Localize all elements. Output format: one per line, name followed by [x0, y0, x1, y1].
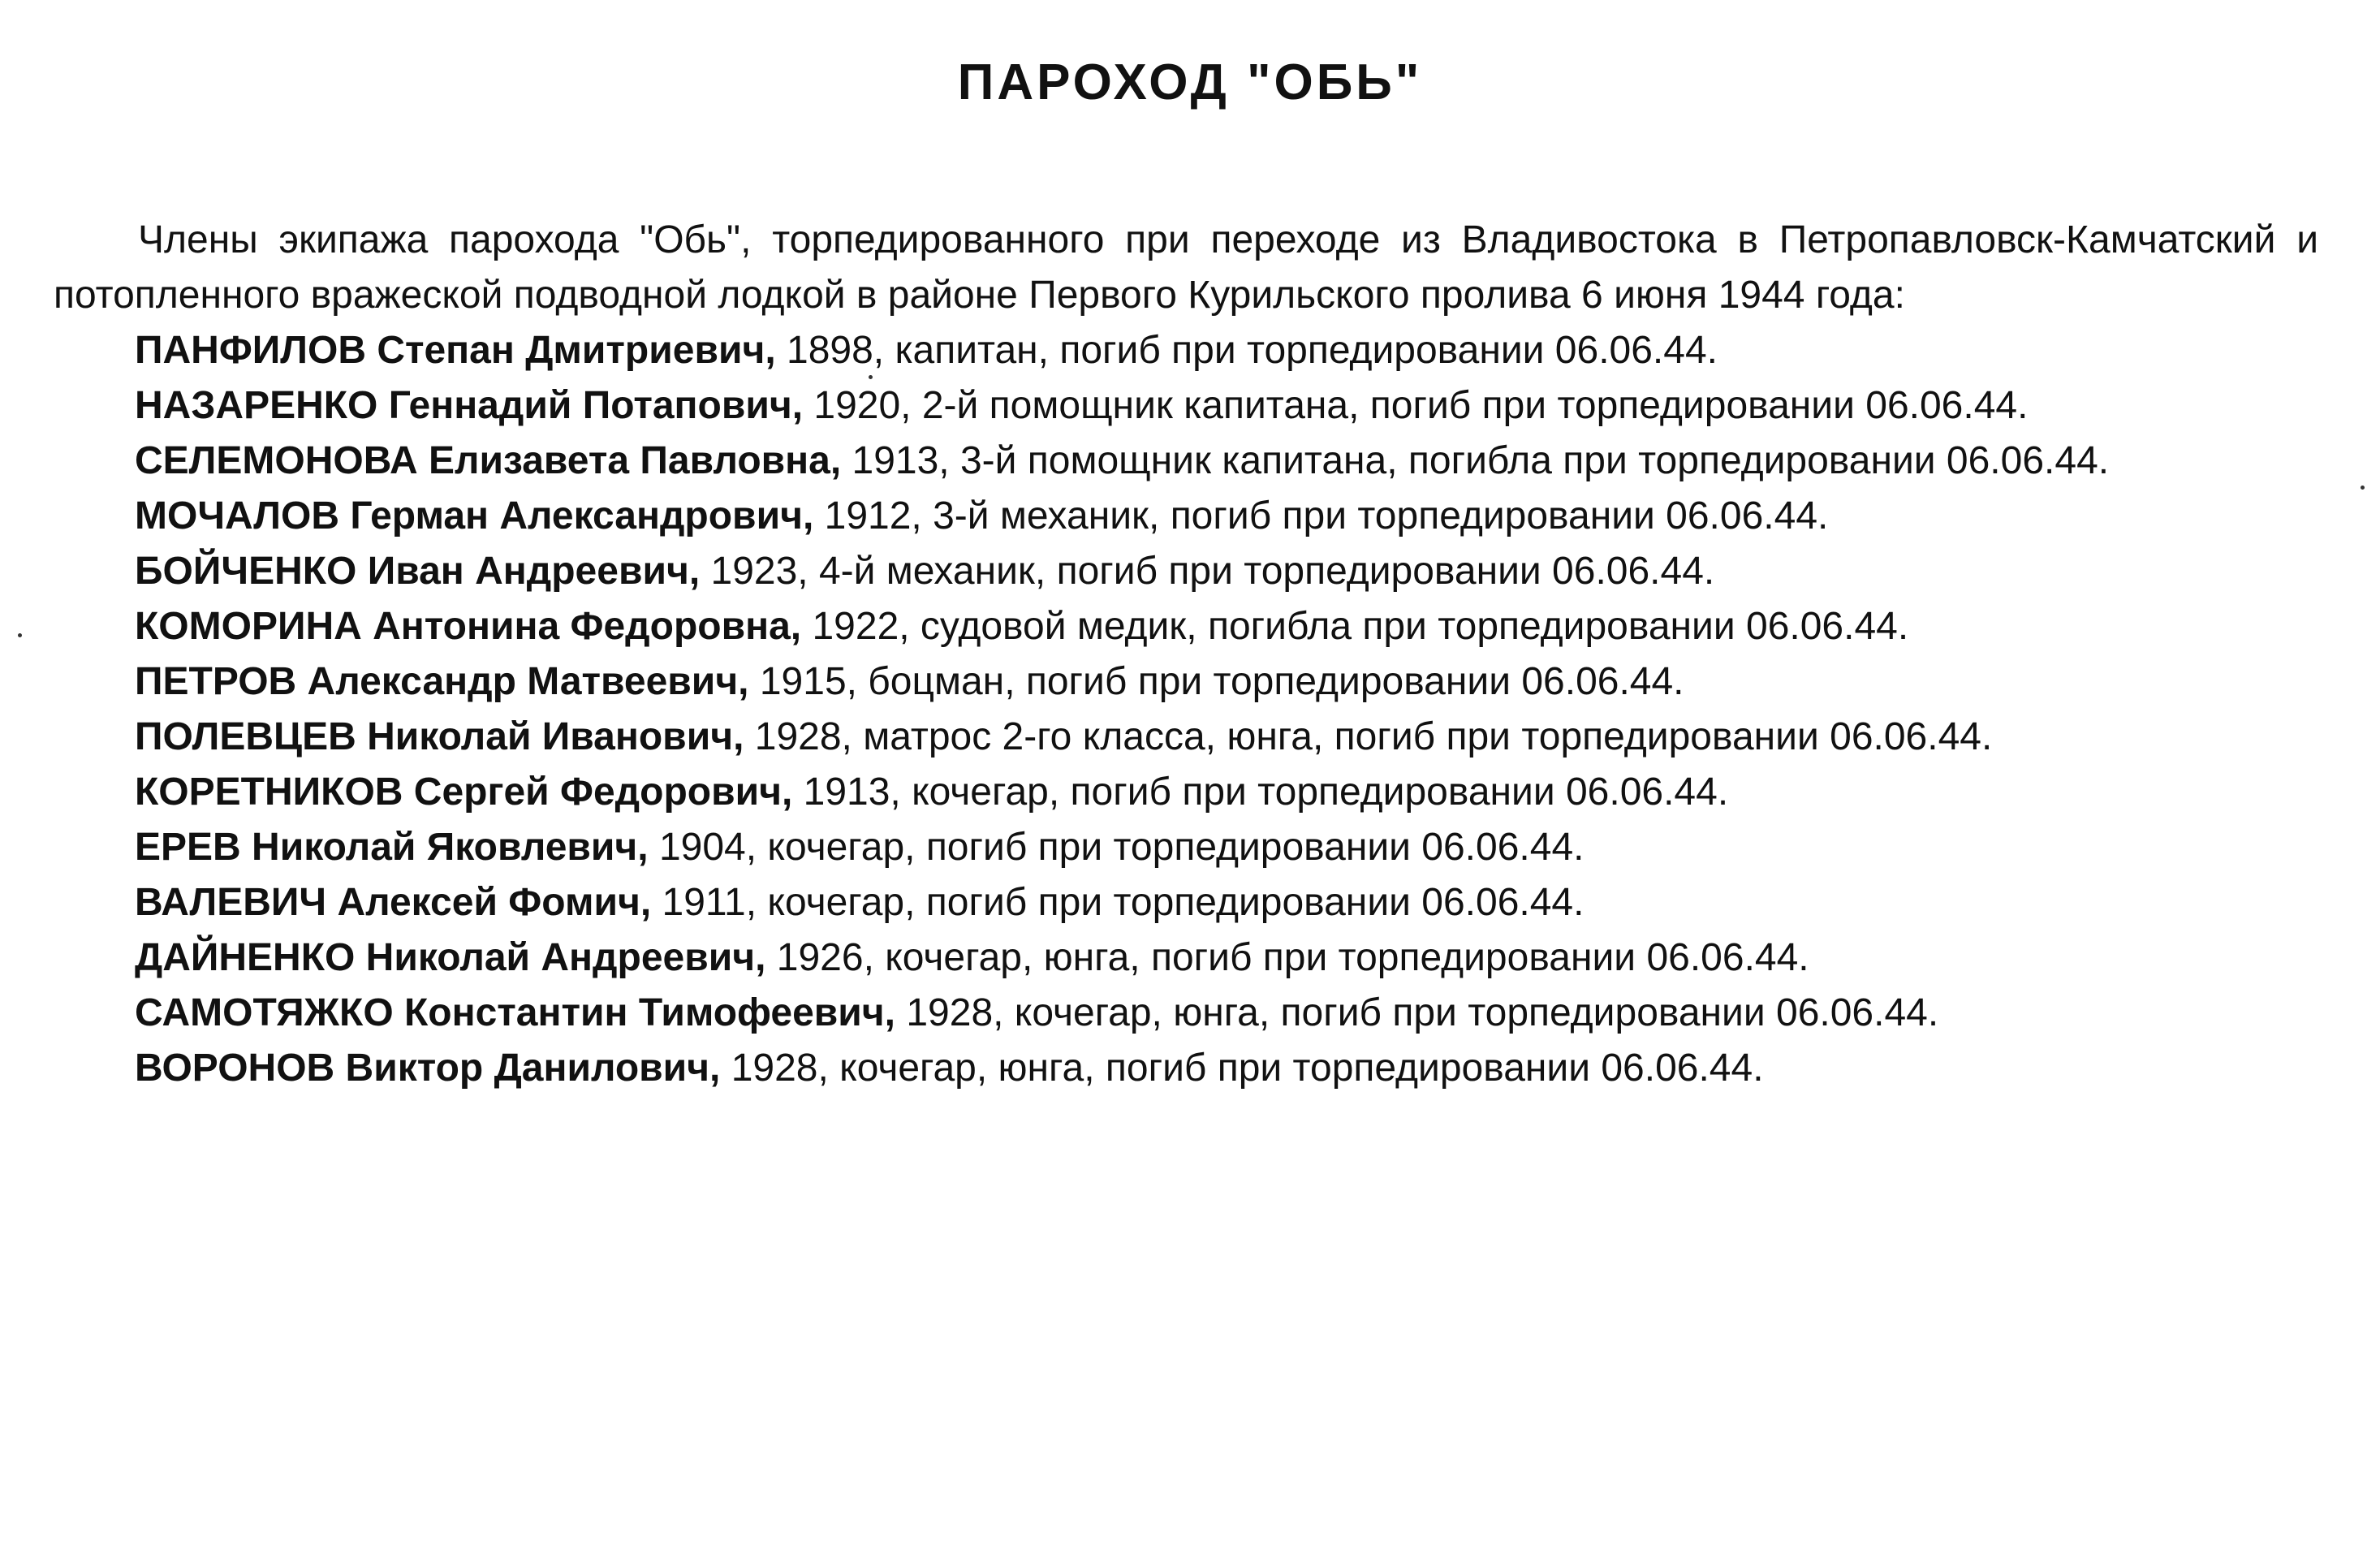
crew-list: [54, 323, 2318, 1096]
crew-details: 1923, 4-й механик, погиб при торпедировании 06.06.44.: [700, 550, 1715, 593]
crew-name: ЕРЕВ Николай Яковлевич,: [135, 826, 649, 869]
crew-name: ПЕТРОВ Александр Матвеевич,: [135, 660, 749, 703]
crew-entry: [54, 489, 2318, 544]
crew-entry: [54, 710, 2318, 765]
crew-details: 1911, кочегар, погиб при торпедировании 06.06.44.: [651, 881, 1585, 924]
document-body: [54, 213, 2318, 1096]
crew-entry: [54, 378, 2318, 434]
crew-entry: [54, 875, 2318, 930]
crew-entry: [54, 1041, 2318, 1096]
crew-details: 1915, боцман, погиб при торпедировании 06.06.44.: [748, 660, 1684, 703]
crew-details: 1912, 3-й механик, погиб при торпедировании 06.06.44.: [813, 494, 1829, 537]
crew-name: СЕЛЕМОНОВА Елизавета Павловна,: [135, 439, 842, 482]
crew-details: 1928, матрос 2-го класса, юнга, погиб при торпедировании 06.06.44.: [744, 715, 1993, 758]
crew-name: КОМОРИНА Антонина Федоровна,: [135, 605, 802, 648]
crew-details: 1922, судовой медик, погибла при торпедировании 06.06.44.: [801, 605, 1909, 648]
crew-details: 1928, кочегар, юнга, погиб при торпедировании 06.06.44.: [895, 991, 1939, 1034]
crew-name: МОЧАЛОВ Герман Александрович,: [135, 494, 814, 537]
page-title: ПАРОХОД "ОБЬ": [957, 54, 1423, 110]
crew-details: 1904, кочегар, погиб при торпедировании 06.06.44.: [648, 826, 1585, 869]
crew-entry: [54, 986, 2318, 1041]
scan-speck: [18, 633, 22, 637]
crew-name: ПОЛЕВЦЕВ Николай Иванович,: [135, 715, 744, 758]
crew-name: НАЗАРЕНКО Геннадий Потапович,: [135, 384, 804, 427]
crew-name: БОЙЧЕНКО Иван Андреевич,: [135, 550, 701, 593]
crew-details: 1913, кочегар, погиб при торпедировании 06.06.44.: [792, 770, 1729, 814]
crew-details: 1928, кочегар, юнга, погиб при торпедировании 06.06.44.: [720, 1047, 1764, 1090]
crew-entry: [54, 599, 2318, 654]
crew-entry: [54, 765, 2318, 820]
intro-paragraph: Члены экипажа парохода "Обь", торпедированного при переходе из Владивостока в Петропавловск-Камчатский и потопленного вражеской подводной лодкой в районе Первого Курильского пролива 6 июня 1944 года:: [54, 218, 2318, 317]
crew-entry: [54, 323, 2318, 378]
crew-entry: [54, 544, 2318, 599]
crew-entry: [54, 820, 2318, 875]
crew-entry: [54, 930, 2318, 986]
crew-name: КОРЕТНИКОВ Сергей Федорович,: [135, 770, 793, 814]
crew-entry: [54, 654, 2318, 710]
crew-details: 1920, 2-й помощник капитана, погиб при торпедировании 06.06.44.: [803, 384, 2029, 427]
crew-name: ПАНФИЛОВ Степан Дмитриевич,: [135, 329, 776, 372]
scan-speck: [869, 375, 873, 379]
crew-name: ВАЛЕВИЧ Алексей Фомич,: [135, 881, 652, 924]
crew-details: 1913, 3-й помощник капитана, погибла при торпедировании 06.06.44.: [841, 439, 2110, 482]
scan-speck: [2361, 486, 2365, 490]
crew-name: ВОРОНОВ Виктор Данилович,: [135, 1047, 721, 1090]
crew-name: ДАЙНЕНКО Николай Андреевич,: [135, 936, 766, 979]
crew-details: 1898, капитан, погиб при торпедировании 06.06.44.: [775, 329, 1718, 372]
crew-entry: [54, 434, 2318, 489]
crew-details: 1926, кочегар, юнга, погиб при торпедировании 06.06.44.: [765, 936, 1809, 979]
crew-name: САМОТЯЖКО Константин Тимофеевич,: [135, 991, 896, 1034]
